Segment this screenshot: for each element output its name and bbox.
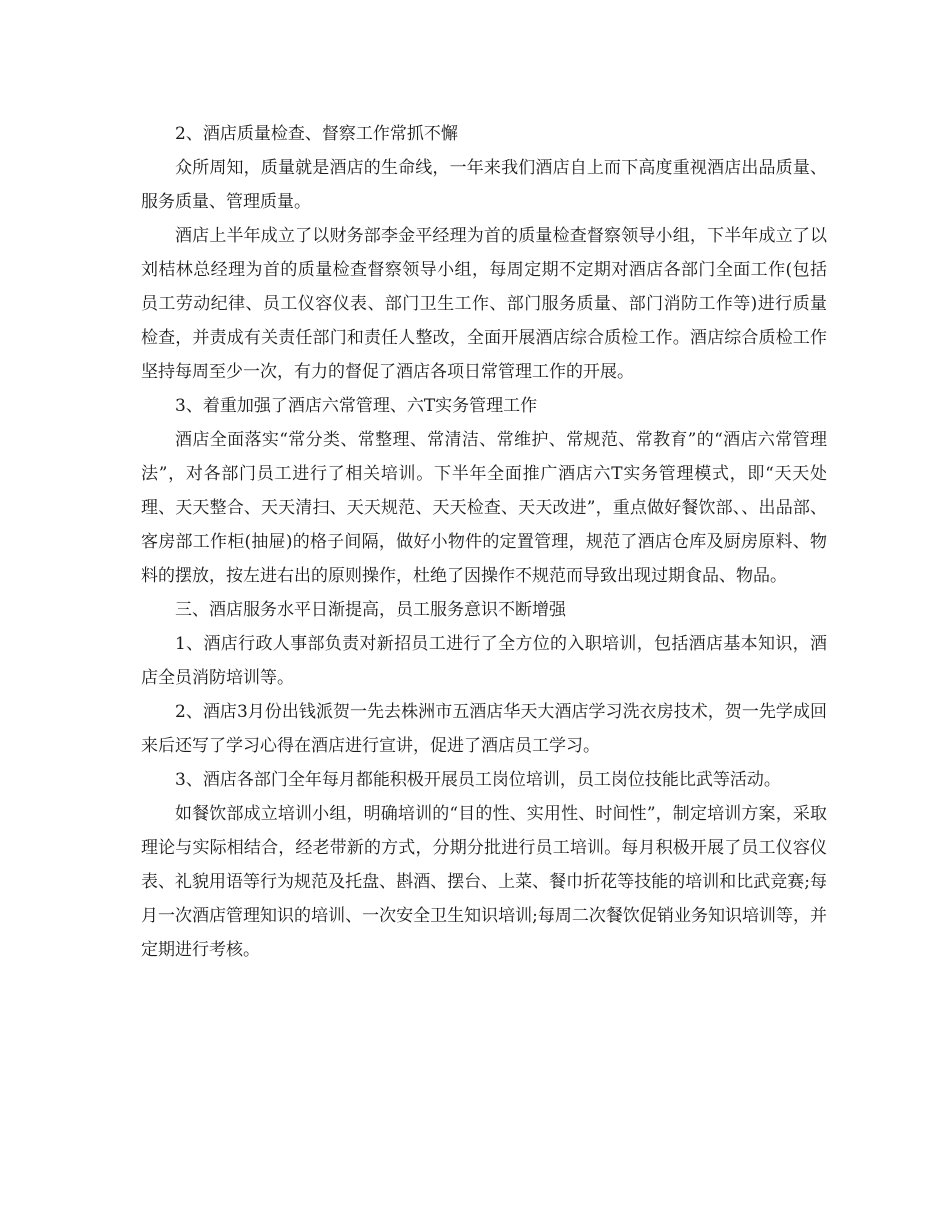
paragraph: 众所周知，质量就是酒店的生命线，一年来我们酒店自上而下高度重视酒店出品质量、服务质量、管理质量。 (141, 158, 827, 212)
section-heading-quality-inspection: 2、酒店质量检查、督察工作常抓不懈 (175, 124, 458, 144)
section-heading-service-level: 三、酒店服务水平日渐提高，员工服务意识不断增强 (175, 600, 566, 620)
section-heading-six-management: 3、着重加强了酒店六常管理、六T实务管理工作 (175, 396, 538, 416)
paragraph: 1、酒店行政人事部负责对新招员工进行了全方位的入职培训，包括酒店基本知识，酒店全员消防培训等。 (141, 634, 827, 688)
paragraph: 2、酒店3月份出钱派贺一先去株洲市五酒店华天大酒店学习洗衣房技术，贺一先学成回来后还写了学习心得在酒店进行宣讲，促进了酒店员工学习。 (141, 702, 827, 756)
paragraph: 3、酒店各部门全年每月都能积极开展员工岗位培训，员工岗位技能比武等活动。 (175, 770, 781, 790)
document-body (141, 117, 827, 967)
paragraph: 酒店全面落实“常分类、常整理、常清洁、常维护、常规范、常教育”的“酒店六常管理法”，对各部门员工进行了相关培训。下半年全面推广酒店六T实务管理模式，即“天天处理、天天整合、天天清扫、天天规范、天天检查、天天改进”，重点做好餐饮部、、出品部、客房部工作柜(抽屉)的格子间隔，做好小物件的定置管理，规范了酒店仓库及厨房原料、物料的摆放，按左进右出的原则操作，杜绝了因操作不规范而导致出现过期食品、物品。 (141, 430, 827, 586)
paragraph: 如餐饮部成立培训小组，明确培训的“目的性、实用性、时间性”，制定培训方案，采取理论与实际相结合，经老带新的方式，分期分批进行员工培训。每月积极开展了员工仪容仪表、礼貌用语等行为规范及托盘、斟酒、摆台、上菜、餐巾折花等技能的培训和比武竞赛;每月一次酒店管理知识的培训、一次安全卫生知识培训;每周二次餐饮促销业务知识培训等，并定期进行考核。 (141, 804, 827, 960)
paragraph: 酒店上半年成立了以财务部李金平经理为首的质量检查督察领导小组，下半年成立了以刘桔林总经理为首的质量检查督察领导小组，每周定期不定期对酒店各部门全面工作(包括员工劳动纪律、员工仪容仪表、部门卫生工作、部门服务质量、部门消防工作等)进行质量检查，并责成有关责任部门和责任人整改，全面开展酒店综合质检工作。酒店综合质检工作坚持每周至少一次，有力的督促了酒店各项日常管理工作的开展。 (141, 226, 827, 382)
